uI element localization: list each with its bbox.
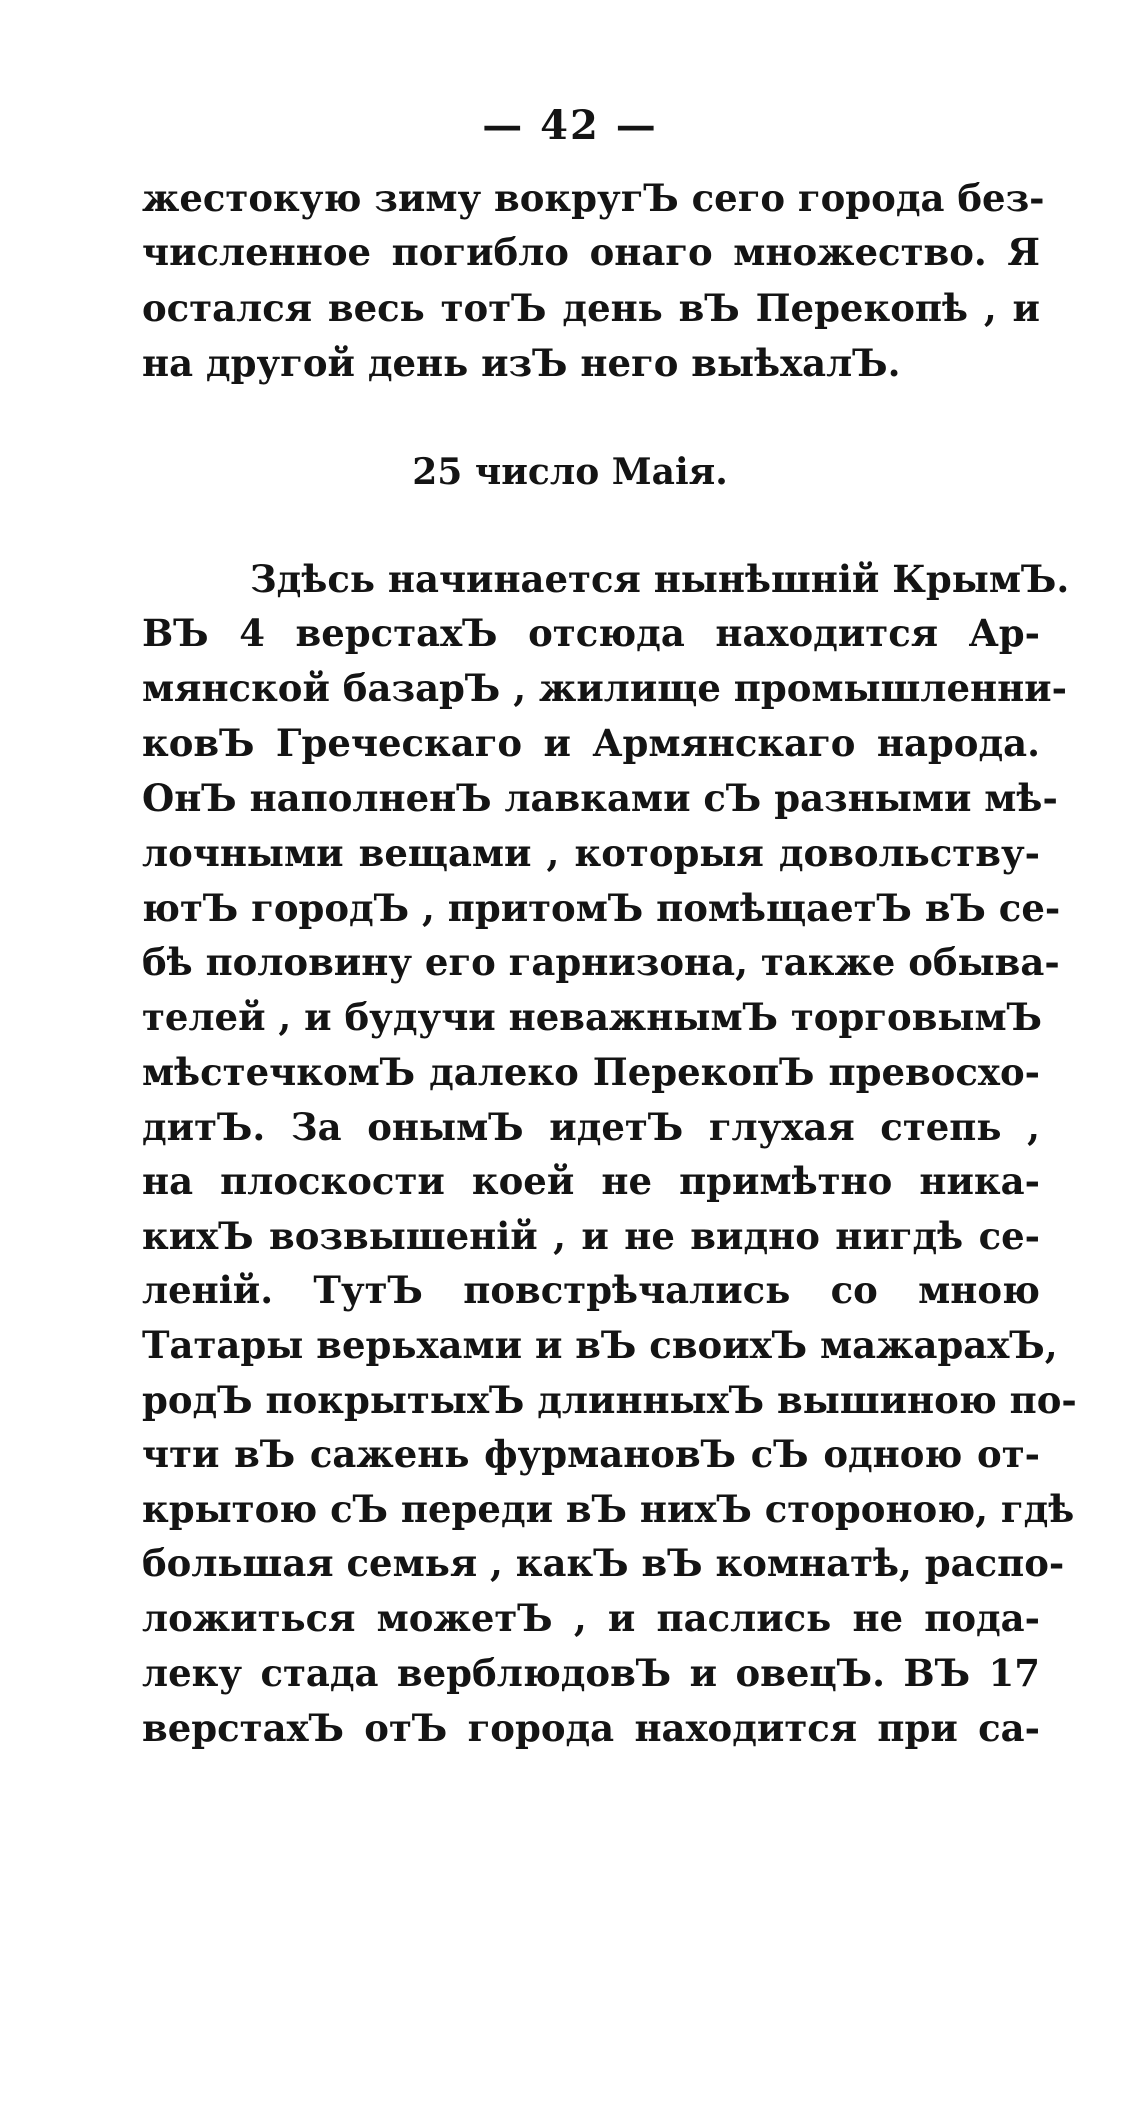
text-line: численное погибло онаго множество. Я bbox=[142, 230, 1040, 274]
text-line: леній. ТутЪ повстрѣчались со мною bbox=[142, 1268, 1040, 1312]
section-heading: 25 число Маія. bbox=[412, 451, 728, 493]
page-number: — 42 — bbox=[482, 102, 658, 149]
text-line: верстахЪ отЪ города находится при са- bbox=[142, 1706, 1040, 1750]
text-line: остался весь тотЪ день вЪ Перекопѣ , и bbox=[142, 286, 1040, 330]
text-line: кихЪ возвышеній , и не видно нигдѣ се- bbox=[142, 1214, 1040, 1258]
text-line: большая семья , какЪ вЪ комнатѣ, распо- bbox=[142, 1541, 1065, 1585]
text-line: мянской базарЪ , жилище промышленни- bbox=[142, 666, 1067, 710]
text-line: бѣ половину его гарнизона, также обыва- bbox=[142, 940, 1060, 984]
text-line: дитЪ. За онымЪ идетЪ глухая степь , bbox=[142, 1105, 1040, 1149]
text-line: леку стада верблюдовЪ и овецЪ. ВЪ 17 bbox=[142, 1651, 1040, 1695]
text-line: Здѣсь начинается нынѣшній КрымЪ. bbox=[250, 557, 1070, 601]
text-line: ложиться можетЪ , и паслись не пода- bbox=[142, 1596, 1040, 1640]
text-line: Татары верьхами и вЪ своихЪ мажарахЪ, bbox=[142, 1323, 1058, 1367]
text-line: ВЪ 4 верстахЪ отсюда находится Ар- bbox=[142, 611, 1040, 655]
text-line: лочными вещами , которыя довольству- bbox=[142, 831, 1040, 875]
text-line: на другой день изЪ него выѣхалЪ. bbox=[142, 341, 901, 385]
text-line: чти вЪ сажень фурмановЪ сЪ одною от- bbox=[142, 1432, 1040, 1476]
text-line: ковЪ Греческаго и Армянскаго народа. bbox=[142, 721, 1040, 765]
text-line: родЪ покрытыхЪ длинныхЪ вышиною по- bbox=[142, 1378, 1077, 1422]
text-line: мѣстечкомЪ далеко ПерекопЪ превосхо- bbox=[142, 1050, 1040, 1094]
text-line: телей , и будучи неважнымЪ торговымЪ bbox=[142, 995, 1043, 1039]
text-line: на плоскости коей не примѣтно ника- bbox=[142, 1159, 1040, 1203]
text-line: крытою сЪ переди вЪ нихЪ стороною, гдѣ bbox=[142, 1487, 1075, 1531]
text-line: жестокую зиму вокругЪ сего города без- bbox=[142, 176, 1045, 220]
text-line: ОнЪ наполненЪ лавками сЪ разными мѣ- bbox=[142, 776, 1058, 820]
text-line: ютЪ городЪ , притомЪ помѣщаетЪ вЪ се- bbox=[142, 886, 1061, 930]
